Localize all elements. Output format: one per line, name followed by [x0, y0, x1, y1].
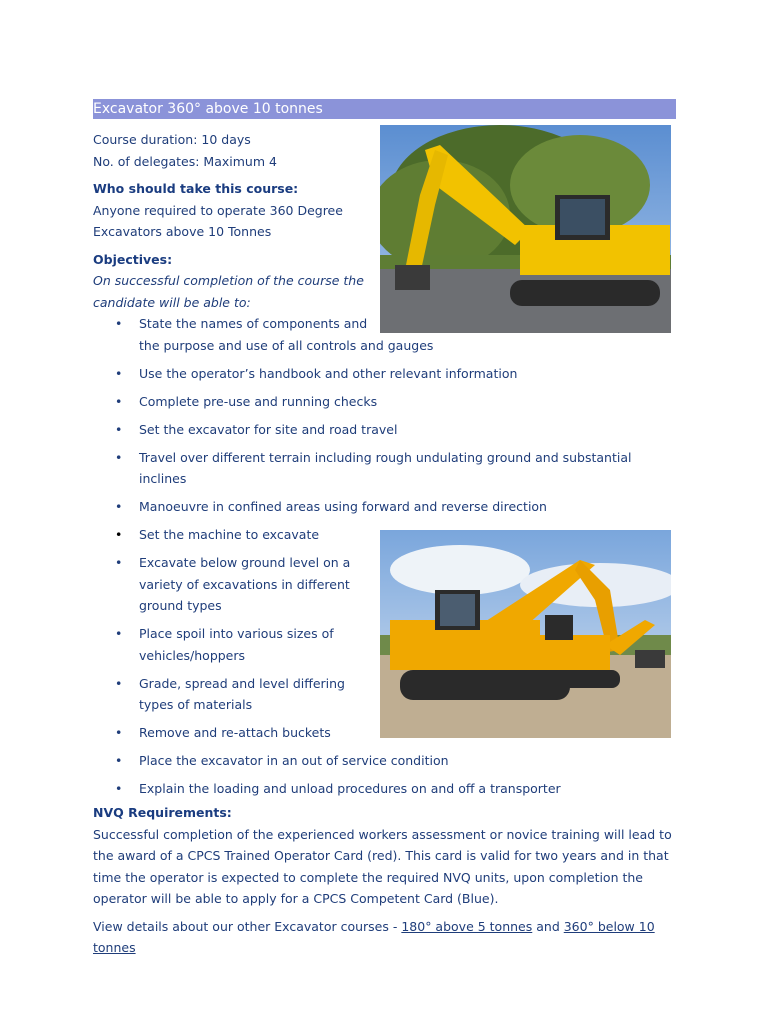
list-item: • Explain the loading and unload procedures on and off a transporter [93, 778, 676, 800]
link-360-below-10-tonnes-cont[interactable]: tonnes [93, 940, 136, 955]
list-item: • Excavate below ground level on a variety of excavations in different ground types [93, 552, 676, 617]
link-360-below-10-tonnes[interactable]: 360° below 10 [563, 918, 655, 934]
course-duration: Course duration: 10 days [93, 132, 251, 147]
course-content [93, 129, 676, 959]
list-item: • Grade, spread and level differing types of materials [93, 673, 676, 716]
list-item: • Place spoil into various sizes of vehicles/hoppers [93, 623, 676, 666]
nvq-line-3: time the operator is expected to complete the required NVQ units, upon completion the [93, 869, 643, 885]
who-line-1: Anyone required to operate 360 Degree [93, 202, 343, 218]
course-title-bar [93, 99, 676, 119]
who-line-2: Excavators above 10 Tonnes [93, 224, 272, 239]
list-item: • Set the excavator for site and road travel [93, 419, 676, 441]
list-item: • Complete pre-use and running checks [93, 391, 676, 413]
nvq-heading: NVQ Requirements: [93, 805, 232, 820]
list-item: • Remove and re-attach buckets [93, 722, 676, 744]
objectives-intro-2: candidate will be able to: [93, 294, 251, 310]
nvq-line-2: the award of a CPCS Trained Operator Card (red). This card is valid for two years and in that [93, 848, 669, 863]
who-heading: Who should take this course: [93, 181, 299, 196]
list-item: • State the names of components and the purpose and use of all controls and gauges [93, 313, 676, 356]
list-item: • Manoeuvre in confined areas using forward and reverse direction [93, 496, 676, 518]
footer-line-2 [93, 937, 676, 959]
course-title: Excavator 360° above 10 tonnes [93, 101, 323, 117]
footer-line: View details about our other Excavator courses - 180° above 5 tonnes and 360° below 10 [93, 918, 655, 934]
list-item: • Set the machine to excavate [93, 524, 676, 546]
list-item: • Travel over different terrain including rough undulating ground and substantial inclines [93, 447, 676, 490]
objectives-intro-1: On successful completion of the course the [93, 273, 364, 288]
nvq-line-1: Successful completion of the experienced workers assessment or novice training will lead to [93, 826, 672, 842]
objectives-heading: Objectives: [93, 251, 173, 267]
delegates: No. of delegates: Maximum 4 [93, 153, 277, 169]
nvq-line-4: operator will be able to apply for a CPCS Competent Card (Blue). [93, 891, 499, 906]
link-180-above-5-tonnes[interactable]: 180° above 5 tonnes [401, 918, 533, 934]
list-item: • Place the excavator in an out of service condition [93, 750, 676, 772]
objectives-list [93, 313, 676, 800]
list-item: • Use the operator’s handbook and other relevant information [93, 363, 676, 385]
